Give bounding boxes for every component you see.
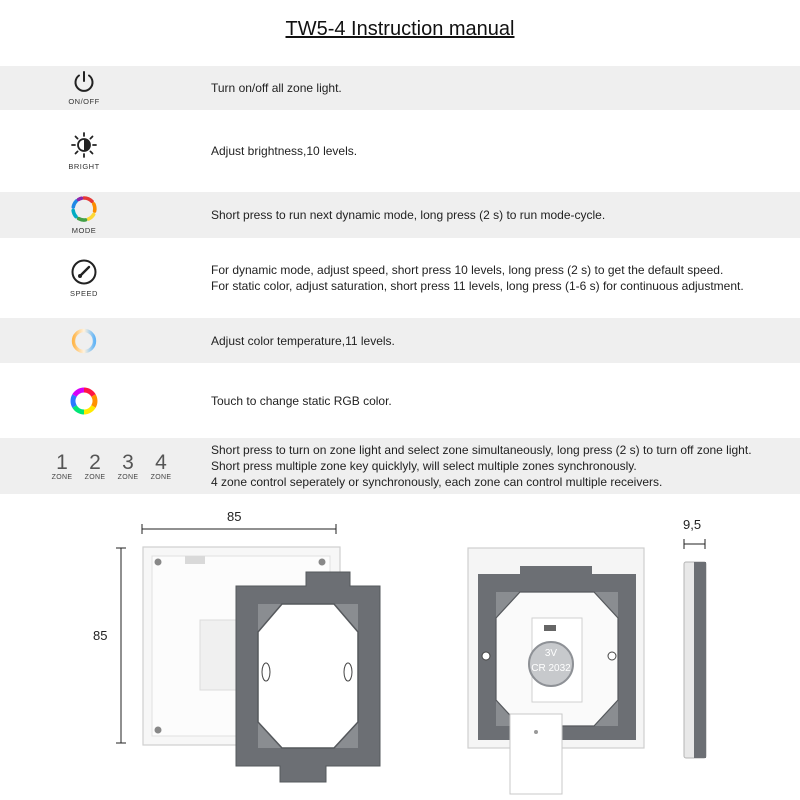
speed-icon [70, 258, 98, 286]
zones-text-line-3: 4 zone control seperately or synchronously, each zone can control multiple receivers. [211, 475, 663, 489]
row-rgb [0, 363, 800, 438]
zone-number: 4 [155, 450, 167, 474]
rgb-description [211, 363, 790, 438]
zone-label: ZONE [84, 473, 106, 481]
mode-description [211, 192, 790, 238]
bright-label: BRIGHT [68, 162, 100, 171]
row-color-temperature [0, 318, 800, 363]
on-off-label: ON/OFF [68, 97, 100, 106]
row-bright [0, 110, 800, 192]
color-temperature-text: Adjust color temperature,11 levels. [211, 333, 395, 348]
height-dimension-line [116, 548, 126, 743]
mode-label: MODE [71, 226, 97, 235]
zone-key-2 [79, 452, 111, 481]
zone-key-3 [112, 452, 144, 481]
row-speed [0, 238, 800, 318]
zone-label: ZONE [117, 473, 139, 481]
zone-label: ZONE [150, 473, 172, 481]
zones-text-line-1: Short press to turn on zone light and select zone simultaneously, long press (2 s) to turn off zone light. [211, 443, 752, 457]
page-title: TW5-4 Instruction manual [285, 18, 515, 40]
mode-icon [70, 195, 98, 223]
speed-text-line-1: For dynamic mode, adjust speed, short press 10 levels, long press (2 s) to get the default speed. [211, 263, 724, 277]
zone-key-1 [46, 452, 78, 481]
device-illustration [0, 500, 800, 800]
width-dimension-line [142, 524, 336, 534]
row-mode [0, 192, 800, 238]
speed-description [211, 238, 790, 318]
battery-model: CR 2032 [531, 663, 571, 674]
rgb-color-wheel-icon [70, 387, 98, 415]
color-temperature-icon [70, 327, 98, 355]
depth-dimension-line [684, 539, 705, 549]
height-dimension-label: 85 [93, 628, 108, 643]
bright-key [44, 110, 124, 192]
zones-description [211, 438, 790, 494]
on-off-text: Turn on/off all zone light. [211, 81, 342, 95]
zone-number: 3 [122, 450, 134, 474]
panel-side-view [684, 562, 706, 758]
on-off-description [211, 66, 790, 110]
zone-number: 1 [56, 450, 68, 474]
zones-text-line-2: Short press multiple zone key quicklyly, will select multiple zones synchronously. [211, 459, 637, 473]
zone-label: ZONE [51, 473, 73, 481]
dimension-drawings [0, 500, 800, 800]
color-temperature-description [211, 318, 790, 363]
battery-voltage: 3V [544, 648, 558, 659]
speed-label: SPEED [70, 289, 98, 298]
zone-key-4 [145, 452, 177, 481]
rgb-text: Touch to change static RGB color. [211, 393, 392, 408]
mode-text: Short press to run next dynamic mode, long press (2 s) to run mode-cycle. [211, 208, 606, 222]
row-on-off [0, 66, 800, 110]
depth-dimension-label: 9,5 [683, 517, 702, 532]
bright-text: Adjust brightness,10 levels. [211, 144, 358, 158]
power-icon [72, 70, 96, 94]
mounting-frame [236, 572, 380, 782]
zone-number: 2 [89, 450, 101, 474]
mode-key [44, 192, 124, 238]
bright-description [211, 110, 790, 192]
speed-key [44, 238, 124, 318]
color-temperature-key [44, 318, 124, 363]
brightness-icon [70, 131, 98, 159]
zone-keys [46, 438, 178, 494]
speed-text-line-2: For static color, adjust saturation, short press 11 levels, long press (1-6 s) for continuous adjustment. [211, 279, 744, 293]
on-off-key [44, 66, 124, 110]
rgb-key [44, 363, 124, 438]
width-dimension-label: 85 [227, 509, 242, 524]
row-zones [0, 438, 800, 494]
